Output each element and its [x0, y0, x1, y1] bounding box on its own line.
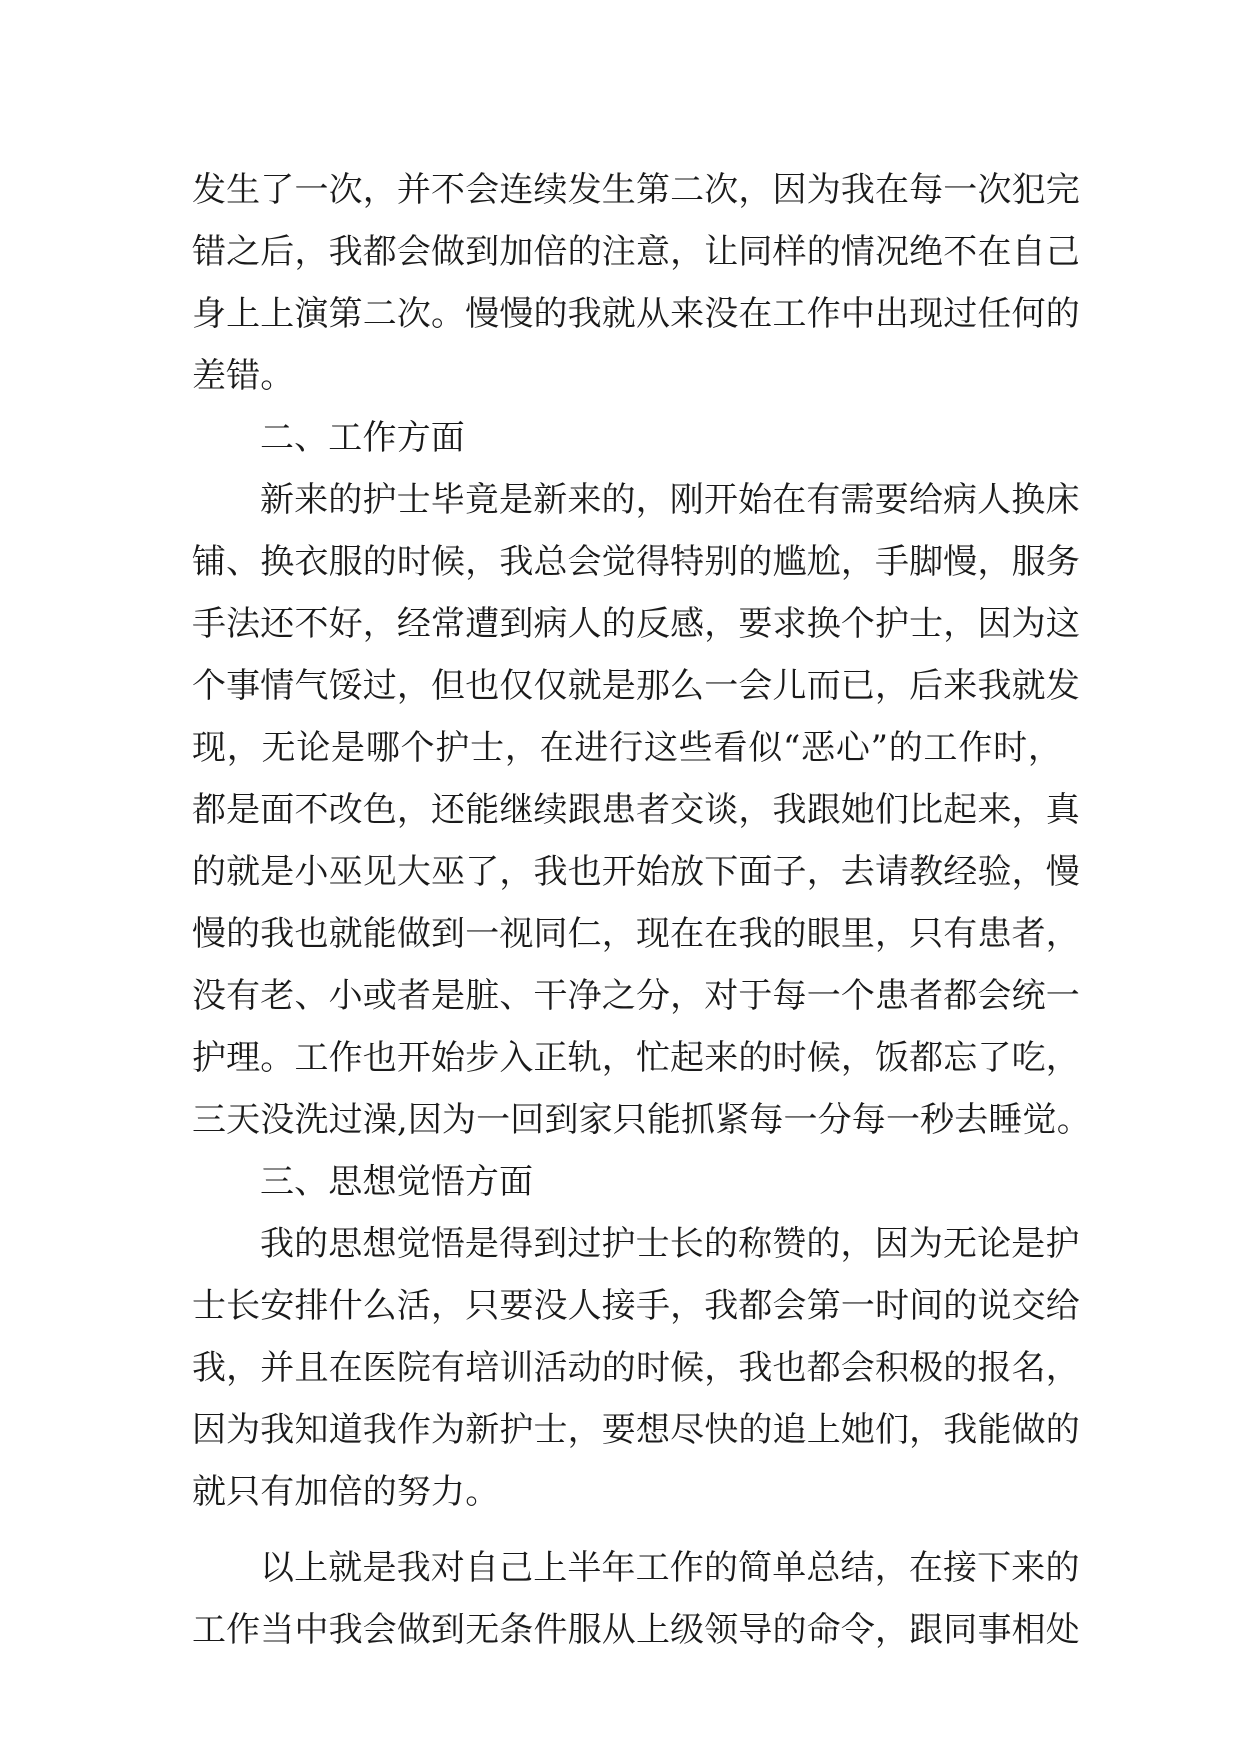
text-line: 就只有加倍的努力。	[192, 1472, 500, 1512]
text-line: 三天没洗过澡,因为一回到家只能抓紧每一分每一秒去睡觉。	[192, 1100, 1091, 1140]
text-line: 身上上演第二次。慢慢的我就从来没在工作中出现过任何的	[192, 294, 1080, 334]
text-line: 护理。工作也开始步入正轨，忙起来的时候，饭都忘了吃，	[192, 1038, 1080, 1078]
text-line: 工作当中我会做到无条件服从上级领导的命令，跟同事相处	[192, 1610, 1080, 1650]
text-line: 以上就是我对自己上半年工作的简单总结，在接下来的	[260, 1548, 1080, 1588]
text-line: 都是面不改色，还能继续跟患者交谈，我跟她们比起来，真	[192, 790, 1080, 830]
text-line: 错之后，我都会做到加倍的注意，让同样的情况绝不在自己	[192, 232, 1080, 272]
document-body	[192, 159, 1091, 1661]
text-line: 发生了一次，并不会连续发生第二次，因为我在每一次犯完	[192, 170, 1080, 210]
text-line: 没有老、小或者是脏、干净之分，对于每一个患者都会统一	[192, 976, 1080, 1016]
text-line: 士长安排什么活，只要没人接手，我都会第一时间的说交给	[192, 1286, 1080, 1326]
text-line: 新来的护士毕竟是新来的，刚开始在有需要给病人换床	[260, 480, 1080, 520]
text-line: 手法还不好，经常遭到病人的反感，要求换个护士，因为这	[192, 604, 1080, 644]
text-line: 二、工作方面	[260, 418, 465, 458]
text-line: 个事情气馁过，但也仅仅就是那么一会儿而已，后来我就发	[192, 666, 1080, 706]
text-line: 我的思想觉悟是得到过护士长的称赞的，因为无论是护	[260, 1224, 1080, 1264]
text-line: 我，并且在医院有培训活动的时候，我也都会积极的报名，	[192, 1348, 1080, 1388]
text-line: 慢的我也就能做到一视同仁，现在在我的眼里，只有患者，	[192, 914, 1080, 954]
text-line: 现，无论是哪个护士，在进行这些看似“恶心”的工作时，	[192, 728, 1062, 768]
text-line: 差错。	[192, 356, 295, 396]
text-line: 三、思想觉悟方面	[260, 1162, 534, 1202]
text-line: 铺、换衣服的时候，我总会觉得特别的尴尬，手脚慢，服务	[192, 542, 1080, 582]
text-line: 因为我知道我作为新护士，要想尽快的追上她们，我能做的	[192, 1410, 1080, 1450]
text-line: 的就是小巫见大巫了，我也开始放下面子，去请教经验，慢	[192, 852, 1080, 892]
